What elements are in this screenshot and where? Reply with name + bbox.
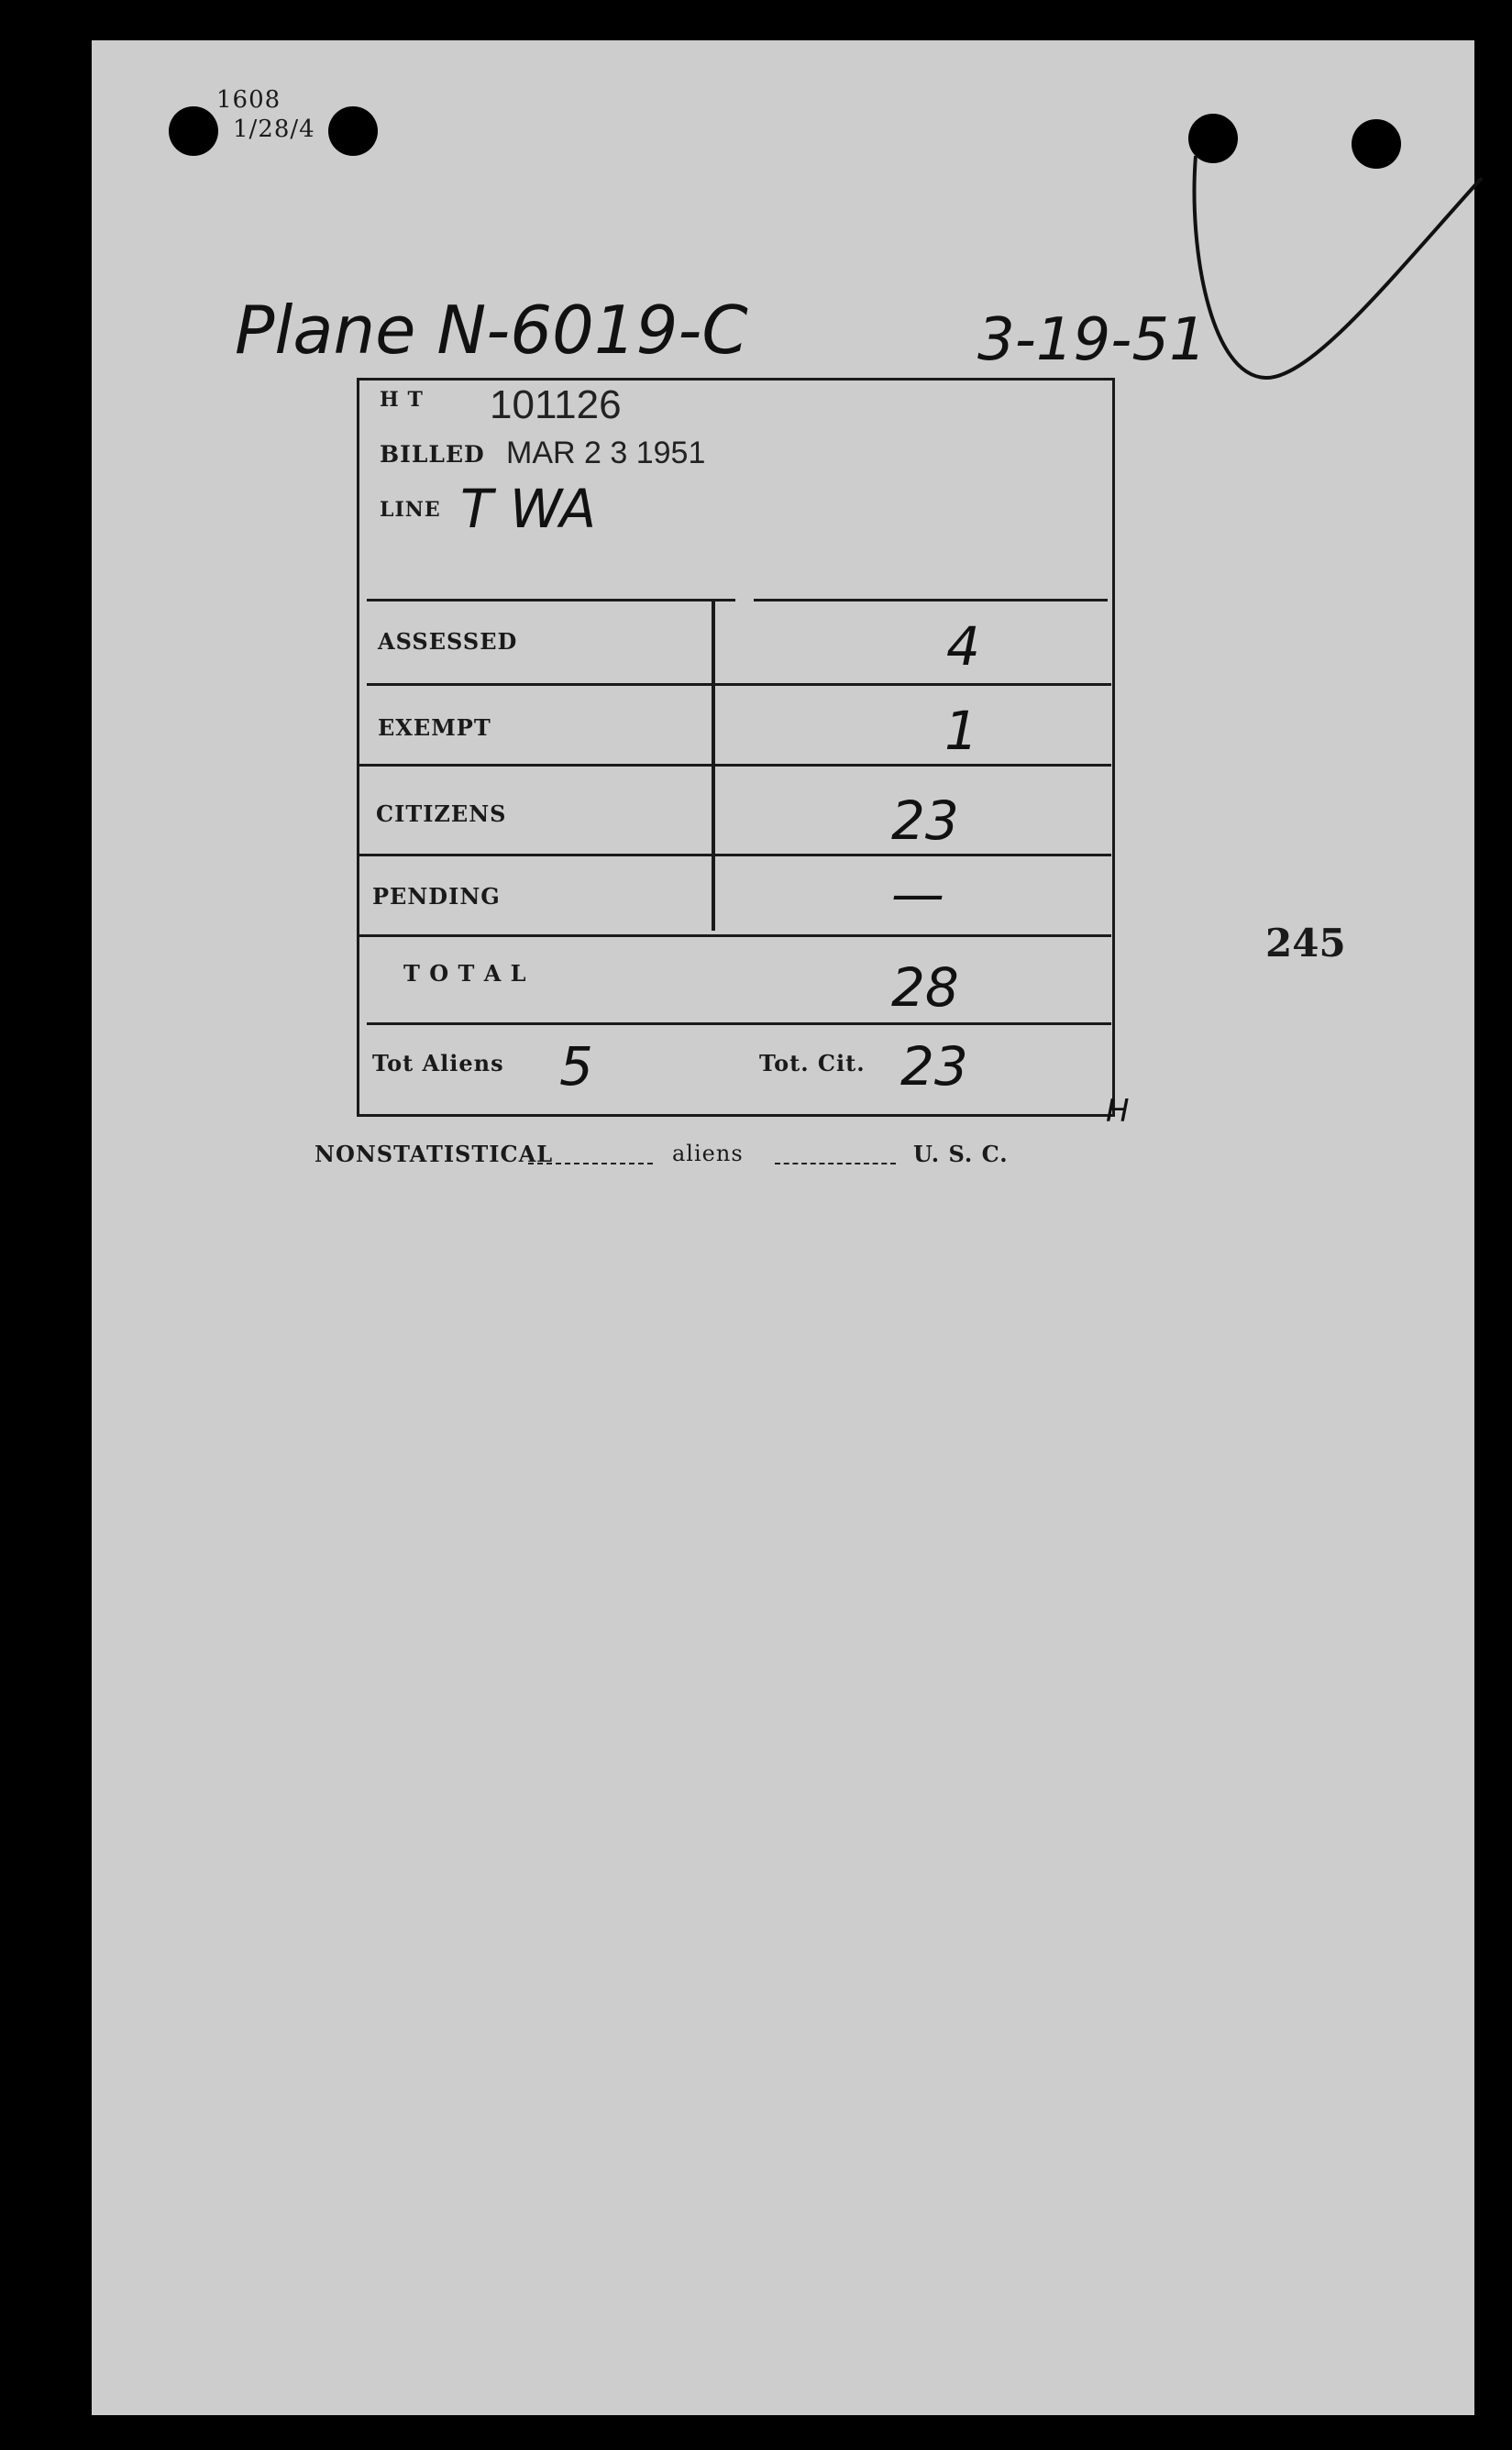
- punch-hole: [169, 106, 218, 156]
- page-number: 245: [1265, 921, 1346, 966]
- handwritten-date: 3-19-51: [977, 306, 1207, 374]
- usc-label: U. S. C.: [913, 1141, 1009, 1167]
- citizens-value: 23: [891, 789, 959, 852]
- corner-note-line2: 1/28/4: [233, 116, 315, 143]
- exempt-label: EXEMPT: [378, 714, 491, 741]
- assessed-value: 4: [946, 615, 980, 678]
- check-mark: [1183, 138, 1485, 394]
- header-divider-right: [754, 599, 1108, 601]
- pending-value: —: [891, 863, 944, 925]
- billed-date-stamp: MAR 2 3 1951: [506, 436, 706, 470]
- aliens-blank: [775, 1163, 896, 1164]
- airline-name: T WA: [460, 478, 597, 540]
- aliens-label: aliens: [672, 1141, 744, 1166]
- citizens-label: CITIZENS: [376, 800, 507, 827]
- punch-hole: [328, 106, 378, 156]
- row-divider: [367, 1022, 1111, 1025]
- total-aliens-value: 5: [559, 1035, 593, 1098]
- line-label: LINE: [380, 498, 441, 522]
- nonstatistical-blank: [528, 1163, 653, 1164]
- ht-number: 101126: [490, 382, 622, 427]
- initials: H: [1106, 1093, 1130, 1130]
- total-citizens-value: 23: [900, 1035, 968, 1098]
- total-value: 28: [891, 956, 959, 1019]
- corner-note-line1: 1608: [216, 86, 281, 114]
- row-divider: [359, 764, 1111, 767]
- row-divider: [359, 934, 1111, 937]
- nonstatistical-label: NONSTATISTICAL: [315, 1141, 554, 1167]
- header-divider-left: [367, 599, 735, 601]
- tally-form: [357, 378, 1115, 1117]
- billed-label: BILLED: [380, 441, 485, 468]
- ht-label: H T: [380, 388, 424, 412]
- row-divider: [359, 854, 1111, 856]
- total-citizens-label: Tot. Cit.: [759, 1050, 866, 1076]
- exempt-value: 1: [944, 700, 978, 762]
- plane-number: Plane N-6019-C: [235, 292, 748, 369]
- row-divider: [367, 683, 1111, 686]
- total-aliens-label: Tot Aliens: [372, 1050, 504, 1076]
- total-label: T O T A L: [403, 960, 527, 987]
- pending-label: PENDING: [372, 883, 501, 910]
- assessed-label: ASSESSED: [378, 628, 518, 655]
